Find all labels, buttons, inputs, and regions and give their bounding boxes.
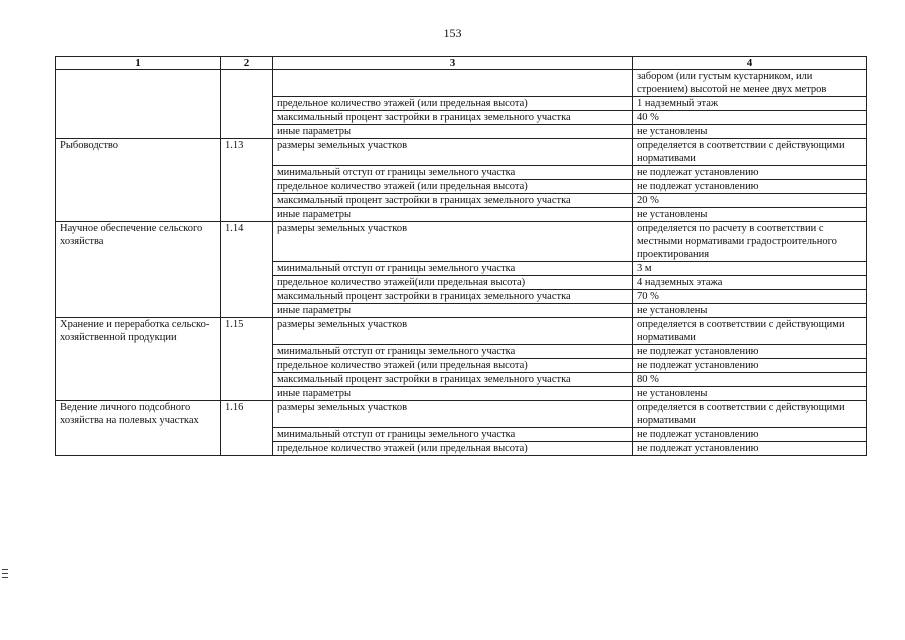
param-cell: минимальный отступ от границы земельного участка <box>273 428 633 442</box>
table-row <box>56 318 867 345</box>
param-cell: минимальный отступ от границы земельного участка <box>273 262 633 276</box>
value-cell: не подлежат установлению <box>633 442 867 456</box>
param-cell: размеры земельных участков <box>273 139 633 166</box>
value-cell: 70 % <box>633 290 867 304</box>
param-cell: минимальный отступ от границы земельного участка <box>273 345 633 359</box>
use-name-cell: Рыбоводство <box>56 139 221 222</box>
use-name-cell: Научное обеспечение сельского хозяйства <box>56 222 221 318</box>
param-cell: иные параметры <box>273 304 633 318</box>
scan-edge-mark <box>2 569 8 578</box>
param-cell: максимальный процент застройки в границах земельного участка <box>273 111 633 125</box>
value-cell: 80 % <box>633 373 867 387</box>
use-name-cell <box>56 70 221 139</box>
table-row <box>56 401 867 428</box>
param-cell: размеры земельных участков <box>273 318 633 345</box>
table-row <box>56 222 867 262</box>
land-use-table <box>55 56 867 456</box>
use-code-cell <box>221 70 273 139</box>
value-cell: 3 м <box>633 262 867 276</box>
value-cell: не установлены <box>633 387 867 401</box>
param-cell: предельное количество этажей(или предельная высота) <box>273 276 633 290</box>
value-cell: не подлежат установлению <box>633 359 867 373</box>
table-row <box>56 70 867 97</box>
value-cell: 20 % <box>633 194 867 208</box>
param-cell: размеры земельных участков <box>273 401 633 428</box>
table-row <box>56 139 867 166</box>
value-cell: не установлены <box>633 125 867 139</box>
col-header-1: 1 <box>56 57 221 70</box>
header-row <box>56 57 867 70</box>
param-cell: максимальный процент застройки в границах земельного участка <box>273 194 633 208</box>
use-code-cell: 1.13 <box>221 139 273 222</box>
use-code-cell: 1.16 <box>221 401 273 456</box>
use-name-cell: Хранение и переработка сельско-хозяйственной продукции <box>56 318 221 401</box>
param-cell: предельное количество этажей (или предельная высота) <box>273 442 633 456</box>
param-cell: иные параметры <box>273 208 633 222</box>
param-cell: максимальный процент застройки в границах земельного участка <box>273 373 633 387</box>
param-cell: максимальный процент застройки в границах земельного участка <box>273 290 633 304</box>
value-cell: не подлежат установлению <box>633 428 867 442</box>
param-cell: иные параметры <box>273 387 633 401</box>
param-cell: предельное количество этажей (или предельная высота) <box>273 180 633 194</box>
value-cell: забором (или густым кустарником, или строением) высотой не менее двух метров <box>633 70 867 97</box>
value-cell: 40 % <box>633 111 867 125</box>
col-header-3: 3 <box>273 57 633 70</box>
value-cell: 1 надземный этаж <box>633 97 867 111</box>
value-cell: не подлежат установлению <box>633 345 867 359</box>
param-cell: предельное количество этажей (или предельная высота) <box>273 359 633 373</box>
value-cell: не установлены <box>633 208 867 222</box>
param-cell: минимальный отступ от границы земельного участка <box>273 166 633 180</box>
col-header-4: 4 <box>633 57 867 70</box>
param-cell: предельное количество этажей (или предельная высота) <box>273 97 633 111</box>
value-cell: 4 надземных этажа <box>633 276 867 290</box>
value-cell: не подлежат установлению <box>633 166 867 180</box>
use-code-cell: 1.14 <box>221 222 273 318</box>
use-code-cell: 1.15 <box>221 318 273 401</box>
value-cell: не подлежат установлению <box>633 180 867 194</box>
col-header-2: 2 <box>221 57 273 70</box>
value-cell: определяется по расчету в соответствии с местными нормативами градостроительного проектирования <box>633 222 867 262</box>
param-cell: размеры земельных участков <box>273 222 633 262</box>
value-cell: определяется в соответствии с действующими нормативами <box>633 318 867 345</box>
value-cell: определяется в соответствии с действующими нормативами <box>633 139 867 166</box>
use-name-cell: Ведение личного подсобного хозяйства на полевых участках <box>56 401 221 456</box>
value-cell: не установлены <box>633 304 867 318</box>
param-cell: иные параметры <box>273 125 633 139</box>
page-number: 153 <box>443 26 462 40</box>
param-cell <box>273 70 633 97</box>
value-cell: определяется в соответствии с действующими нормативами <box>633 401 867 428</box>
